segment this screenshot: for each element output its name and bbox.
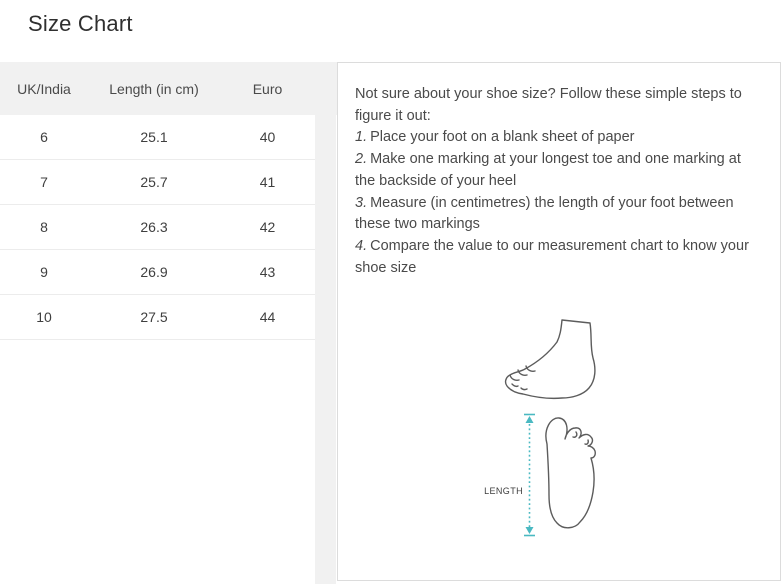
table-row — [0, 205, 315, 250]
instruction-step — [355, 149, 759, 192]
table-cell: 41 — [259, 174, 276, 190]
step-text: Compare the value to our measurement chart to know your shoe size — [355, 237, 749, 276]
table-row — [0, 250, 315, 295]
table-cell: 42 — [259, 219, 276, 235]
step-text: Measure (in centimetres) the length of your foot between these two markings — [355, 194, 734, 233]
table-cell: 43 — [259, 264, 276, 280]
column-header-uk-india: UK/India — [17, 80, 71, 97]
page-title: Size Chart — [28, 11, 133, 36]
column-header-euro: Euro — [252, 80, 283, 97]
table-row — [0, 160, 315, 205]
footprint-icon — [534, 414, 596, 538]
step-text: Make one marking at your longest toe and one marking at the backside of your heel — [355, 151, 741, 189]
instruction-step — [355, 236, 759, 279]
table-cell: 10 — [36, 309, 52, 325]
table-row — [0, 115, 315, 160]
column-header-length: Length (in cm) — [109, 80, 199, 97]
table-cell: 27.5 — [140, 309, 168, 325]
size-table-panel — [0, 62, 337, 584]
instructions-text — [355, 84, 759, 279]
step-number: 1. — [355, 129, 368, 146]
instruction-step — [355, 127, 759, 149]
table-cell: 25.1 — [140, 129, 168, 145]
table-cell: 26.3 — [140, 219, 168, 235]
table-cell: 40 — [259, 129, 276, 145]
step-number: 2. — [355, 151, 368, 168]
table-cell: 6 — [40, 129, 48, 145]
table-cell: 26.9 — [140, 264, 168, 280]
table-header-row — [0, 62, 337, 115]
foot-side-view-icon — [496, 316, 620, 404]
table-cell: 8 — [40, 219, 48, 235]
table-cell: 7 — [40, 174, 48, 190]
table-cell: 9 — [40, 264, 48, 280]
step-number: 3. — [355, 194, 368, 211]
length-arrow — [522, 413, 537, 538]
table-cell: 25.7 — [140, 174, 168, 190]
length-label: LENGTH — [484, 486, 523, 496]
instruction-step — [355, 193, 759, 236]
step-number: 4. — [355, 237, 368, 254]
table-scrollbar[interactable] — [315, 62, 336, 584]
table-row — [0, 295, 315, 340]
instructions-panel — [337, 62, 781, 581]
table-cell: 44 — [259, 309, 276, 325]
step-text: Place your foot on a blank sheet of paper — [370, 129, 635, 146]
size-table — [0, 115, 315, 340]
instructions-intro: Not sure about your shoe size? Follow these simple steps to figure it out: — [355, 86, 742, 124]
